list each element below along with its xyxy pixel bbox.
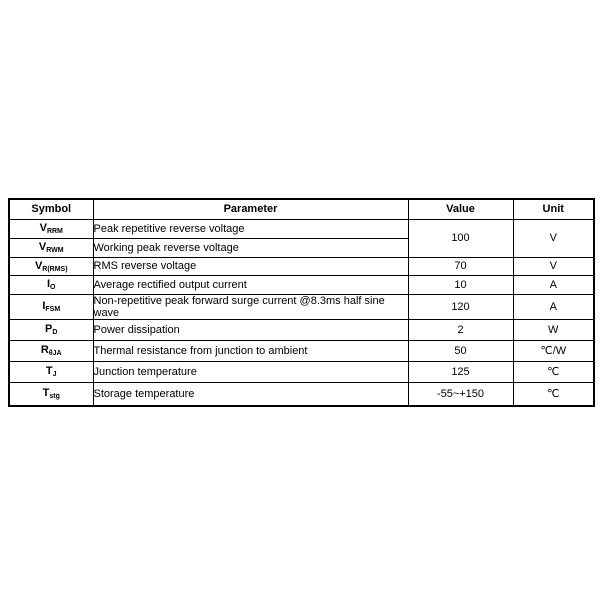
symbol-io (9, 276, 93, 295)
symbol-base: T (45, 365, 53, 378)
unit-cell: ℃ (513, 362, 594, 383)
symbol-base: R (40, 344, 49, 357)
symbol-pd (9, 320, 93, 341)
unit-cell: ℃ (513, 383, 594, 406)
parameter-cell: Working peak reverse voltage (93, 239, 408, 258)
parameter-cell: Power dissipation (93, 320, 408, 341)
col-header-parameter: Parameter (93, 199, 408, 220)
symbol-subscript: RWM (46, 247, 64, 255)
unit-cell: W (513, 320, 594, 341)
parameter-cell: RMS reverse voltage (93, 258, 408, 276)
symbol-base: V (38, 241, 47, 254)
table-header-row (9, 199, 594, 220)
symbol-subscript: J (52, 371, 57, 379)
parameter-cell: Thermal resistance from junction to ambient (93, 341, 408, 362)
unit-cell: ℃/W (513, 341, 594, 362)
value-cell: 120 (408, 295, 513, 320)
table-row (9, 220, 594, 239)
symbol-base: I (42, 300, 46, 313)
symbol-vrrms (9, 258, 93, 276)
table-row (9, 341, 594, 362)
symbol-vrwm (9, 239, 93, 258)
symbol-base: T (42, 387, 50, 400)
unit-cell: V (513, 258, 594, 276)
parameter-cell: Average rectified output current (93, 276, 408, 295)
value-cell-merged: 100 (408, 220, 513, 258)
symbol-base: P (45, 323, 53, 336)
symbol-base: I (46, 278, 51, 291)
symbol-tstg (9, 383, 93, 406)
symbol-vrrm (9, 220, 93, 239)
symbol-subscript: θJA (48, 350, 62, 358)
value-cell: 2 (408, 320, 513, 341)
symbol-subscript: FSM (45, 306, 61, 314)
value-cell: 10 (408, 276, 513, 295)
parameter-cell: Peak repetitive reverse voltage (93, 220, 408, 239)
value-cell: 50 (408, 341, 513, 362)
unit-cell-merged: V (513, 220, 594, 258)
col-header-symbol: Symbol (9, 199, 93, 220)
unit-cell: A (513, 295, 594, 320)
symbol-rtheta-ja (9, 341, 93, 362)
symbol-base: V (34, 259, 43, 272)
unit-cell: A (513, 276, 594, 295)
col-header-unit: Unit (513, 199, 594, 220)
table-row (9, 362, 594, 383)
table-row (9, 320, 594, 341)
parameter-cell: Storage temperature (93, 383, 408, 406)
symbol-subscript: R(RMS) (42, 265, 68, 273)
table-row (9, 295, 594, 320)
value-cell: -55~+150 (408, 383, 513, 406)
table-row (9, 276, 594, 295)
symbol-subscript: RRM (46, 228, 63, 236)
symbol-tj (9, 362, 93, 383)
parameter-cell: Non-repetitive peak forward surge current @8.3ms half sine wave (93, 295, 408, 320)
symbol-subscript: stg (49, 393, 60, 401)
symbol-ifsm (9, 295, 93, 320)
value-cell: 70 (408, 258, 513, 276)
col-header-value: Value (408, 199, 513, 220)
table-row (9, 258, 594, 276)
symbol-subscript: D (52, 329, 58, 337)
symbol-base: V (39, 222, 47, 235)
parameter-cell: Junction temperature (93, 362, 408, 383)
spec-table (8, 198, 595, 407)
symbol-subscript: O (50, 284, 56, 292)
table-row (9, 383, 594, 406)
value-cell: 125 (408, 362, 513, 383)
